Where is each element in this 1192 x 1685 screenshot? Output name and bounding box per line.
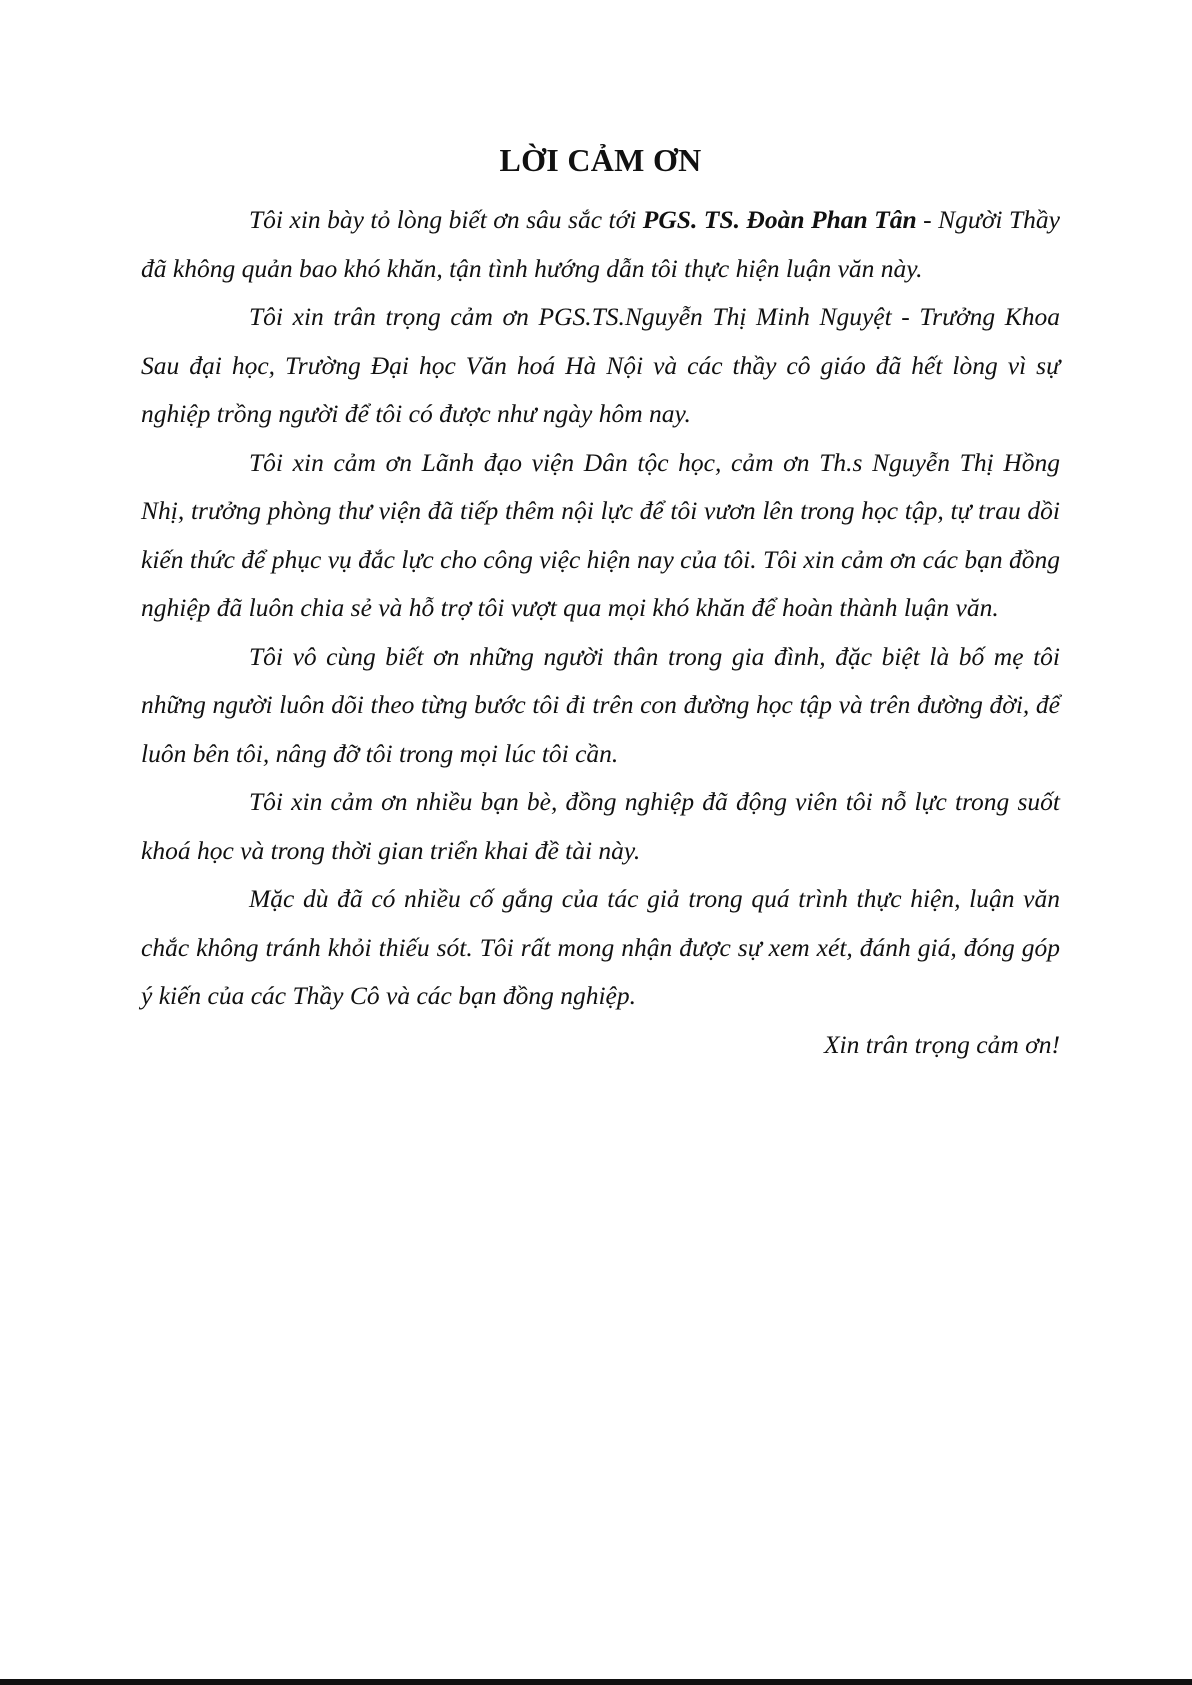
- paragraph-advisor-thanks: [141, 196, 1060, 293]
- paragraph-friends-thanks: Tôi xin cảm ơn nhiều bạn bè, đồng nghiệp đã động viên tôi nỗ lực trong suốt khoá học và trong thời gian triển khai đề tài này.: [141, 787, 1060, 865]
- paragraph-text: Tôi xin bày tỏ lòng biết ơn sâu sắc tới: [249, 205, 643, 234]
- advisor-name: PGS. TS. Đoàn Phan Tân: [642, 205, 917, 234]
- bottom-border: [0, 1679, 1192, 1685]
- paragraph-text: - Người Thầy đã không quản bao khó khăn, tận tình hướng dẫn tôi thực hiện luận văn này.: [141, 205, 1061, 283]
- paragraph-faculty-thanks: Tôi xin trân trọng cảm ơn PGS.TS.Nguyễn Thị Minh Nguyệt - Trưởng Khoa Sau đại học, Trường Đại học Văn hoá Hà Nội và các thầy cô giáo đã hết lòng vì sự nghiệp trồng người để tôi có được như ngày hôm nay.: [141, 302, 1060, 428]
- closing-line: Xin trân trọng cảm ơn!: [823, 1029, 1060, 1059]
- paragraph-family-thanks: Tôi vô cùng biết ơn những người thân trong gia đình, đặc biệt là bố mẹ tôi những người luôn dõi theo từng bước tôi đi trên con đường học tập và trên đường đời, để luôn bên tôi, nâng đỡ tôi trong mọi lúc tôi cần.: [141, 641, 1060, 768]
- paragraph-institute-thanks: Tôi xin cảm ơn Lãnh đạo viện Dân tộc học, cảm ơn Th.s Nguyễn Thị Hồng Nhị, trưởng phòng thư viện đã tiếp thêm nội lực để tôi vươn lên trong học tập, tự trau dồi kiến thức để phục vụ đắc lực cho công việc hiện nay của tôi. Tôi xin cảm ơn các bạn đồng nghiệp đã luôn chia sẻ và hỗ trợ tôi vượt qua mọi khó khăn để hoàn thành luận văn.: [141, 447, 1060, 622]
- paragraph-closing-remarks: Mặc dù đã có nhiều cố gắng của tác giả trong quá trình thực hiện, luận văn chắc không tránh khỏi thiếu sót. Tôi rất mong nhận được sự xem xét, đánh giá, đóng góp ý kiến của các Thầy Cô và các bạn đồng nghiệp.: [141, 884, 1060, 1010]
- document-body: [141, 140, 1060, 1069]
- page-title: LỜI CẢM ƠN: [499, 142, 702, 178]
